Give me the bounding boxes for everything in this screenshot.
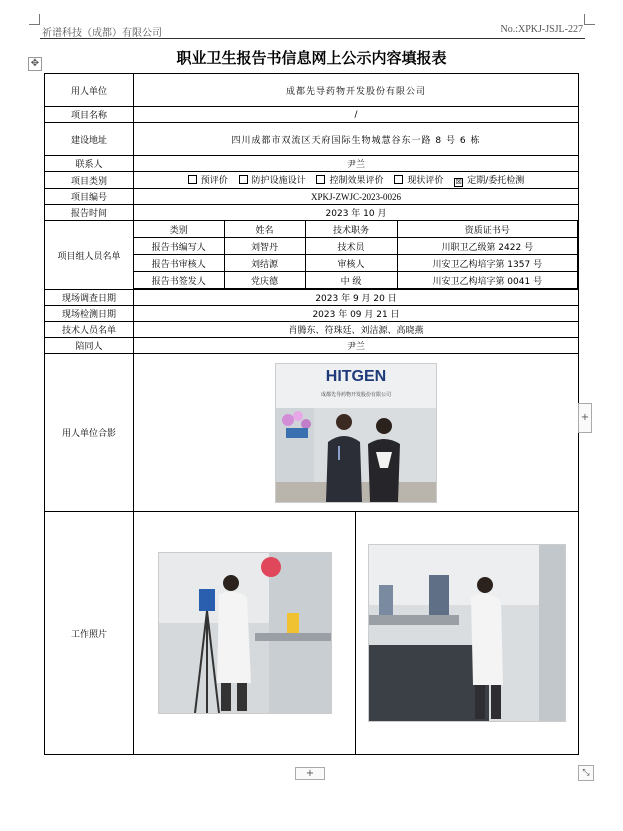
- info-table: [44, 73, 579, 755]
- address-value[interactable]: 四川成都市双流区天府国际生物城慧谷东一路 8 号 6 栋: [134, 123, 579, 156]
- group-photo[interactable]: [275, 363, 437, 503]
- address-label: 建设地址: [45, 123, 134, 156]
- work-photo-cell-2: [356, 512, 579, 755]
- page-title: 职业卫生报告书信息网上公示内容填报表: [176, 49, 447, 67]
- checkbox[interactable]: [394, 175, 403, 184]
- team-cell-name[interactable]: 刘结源: [224, 255, 305, 272]
- team-label: 项目组人员名单: [45, 221, 134, 290]
- tech-staff-label: 技术人员名单: [45, 322, 134, 338]
- category-option[interactable]: [314, 176, 385, 186]
- project-name-value[interactable]: /: [134, 107, 579, 123]
- category-option[interactable]: [392, 176, 445, 186]
- contact-value[interactable]: 尹兰: [134, 156, 579, 172]
- escort-value[interactable]: 尹兰: [134, 338, 579, 354]
- team-cell-title[interactable]: 技术员: [305, 238, 397, 255]
- header-doc-number: No.:XPKJ-JSJL-227: [500, 24, 583, 35]
- group-photo-cell: [134, 354, 579, 512]
- team-cell-name[interactable]: 党庆德: [224, 272, 305, 289]
- header-company: 祈谱科技（成都）有限公司: [42, 28, 162, 39]
- employer-label: 用人单位: [45, 74, 134, 107]
- team-header: 技术职务: [305, 221, 397, 238]
- add-column-button[interactable]: +: [578, 403, 592, 433]
- test-date-value[interactable]: 2023 年 09 月 21 日: [134, 306, 579, 322]
- category-option[interactable]: [237, 176, 308, 186]
- project-no-value[interactable]: XPKJ-ZWJC-2023-0026: [134, 189, 579, 205]
- add-row-button[interactable]: +: [295, 767, 325, 780]
- work-photo-1[interactable]: [158, 552, 332, 714]
- crop-mark-top-right: [584, 14, 595, 25]
- team-cell-role[interactable]: 报告书审核人: [134, 255, 224, 272]
- tech-staff-value[interactable]: 肖腾东、符珠廷、刘洁源、高晓燕: [134, 322, 579, 338]
- contact-label: 联系人: [45, 156, 134, 172]
- crop-mark-top-left: [29, 14, 40, 25]
- report-time-value[interactable]: 2023 年 10 月: [134, 205, 579, 221]
- survey-date-value[interactable]: 2023 年 9 月 20 日: [134, 290, 579, 306]
- team-table: [134, 221, 578, 289]
- escort-label: 陪同人: [45, 338, 134, 354]
- checkbox[interactable]: [188, 175, 197, 184]
- group-photo-label: 用人单位合影: [45, 354, 134, 512]
- category-options: [134, 172, 579, 189]
- team-header: 类别: [134, 221, 224, 238]
- table-resize-handle[interactable]: ⤡: [578, 765, 594, 781]
- survey-date-label: 现场调查日期: [45, 290, 134, 306]
- work-photo-2[interactable]: [368, 544, 566, 722]
- report-time-label: 报告时间: [45, 205, 134, 221]
- team-cell-role[interactable]: 报告书签发人: [134, 272, 224, 289]
- category-option-label: 防护设施设计: [251, 176, 306, 186]
- photo-logo-text: HITGEN: [325, 367, 387, 385]
- work-photo-label: 工作照片: [45, 512, 134, 755]
- team-cell-title[interactable]: 审核人: [305, 255, 397, 272]
- category-option-label: 预评价: [200, 176, 228, 186]
- header-rule: [40, 38, 585, 39]
- checkbox[interactable]: [239, 175, 248, 184]
- photo-logo-subtitle: 成都先导药物开发股份有限公司: [320, 391, 392, 398]
- team-cell: [134, 221, 579, 290]
- team-cell-cert[interactable]: 川安卫乙构培字第 1357 号: [397, 255, 578, 272]
- category-option-label: 定期/委托检测: [467, 176, 525, 186]
- test-date-label: 现场检测日期: [45, 306, 134, 322]
- team-header: 资质证书号: [397, 221, 578, 238]
- team-cell-cert[interactable]: 川安卫乙构培字第 0041 号: [397, 272, 578, 289]
- category-label: 项目类别: [45, 172, 134, 189]
- checkbox[interactable]: [316, 175, 325, 184]
- category-option[interactable]: [186, 176, 230, 186]
- project-name-label: 项目名称: [45, 107, 134, 123]
- team-cell-cert[interactable]: 川职卫乙级第 2422 号: [397, 238, 578, 255]
- category-option[interactable]: [452, 176, 526, 186]
- team-cell-name[interactable]: 刘智丹: [224, 238, 305, 255]
- category-option-label: 控制效果评价: [329, 176, 384, 186]
- team-cell-title[interactable]: 中 级: [305, 272, 397, 289]
- category-option-label: 现状评价: [407, 176, 444, 186]
- team-header: 姓名: [224, 221, 305, 238]
- project-no-label: 项目编号: [45, 189, 134, 205]
- checkbox-checked[interactable]: ☒: [455, 178, 462, 186]
- table-move-handle[interactable]: ✥: [28, 57, 42, 71]
- team-cell-role[interactable]: 报告书编写人: [134, 238, 224, 255]
- work-photo-cell-1: [134, 512, 356, 755]
- employer-value[interactable]: 成都先导药物开发股份有限公司: [134, 74, 579, 107]
